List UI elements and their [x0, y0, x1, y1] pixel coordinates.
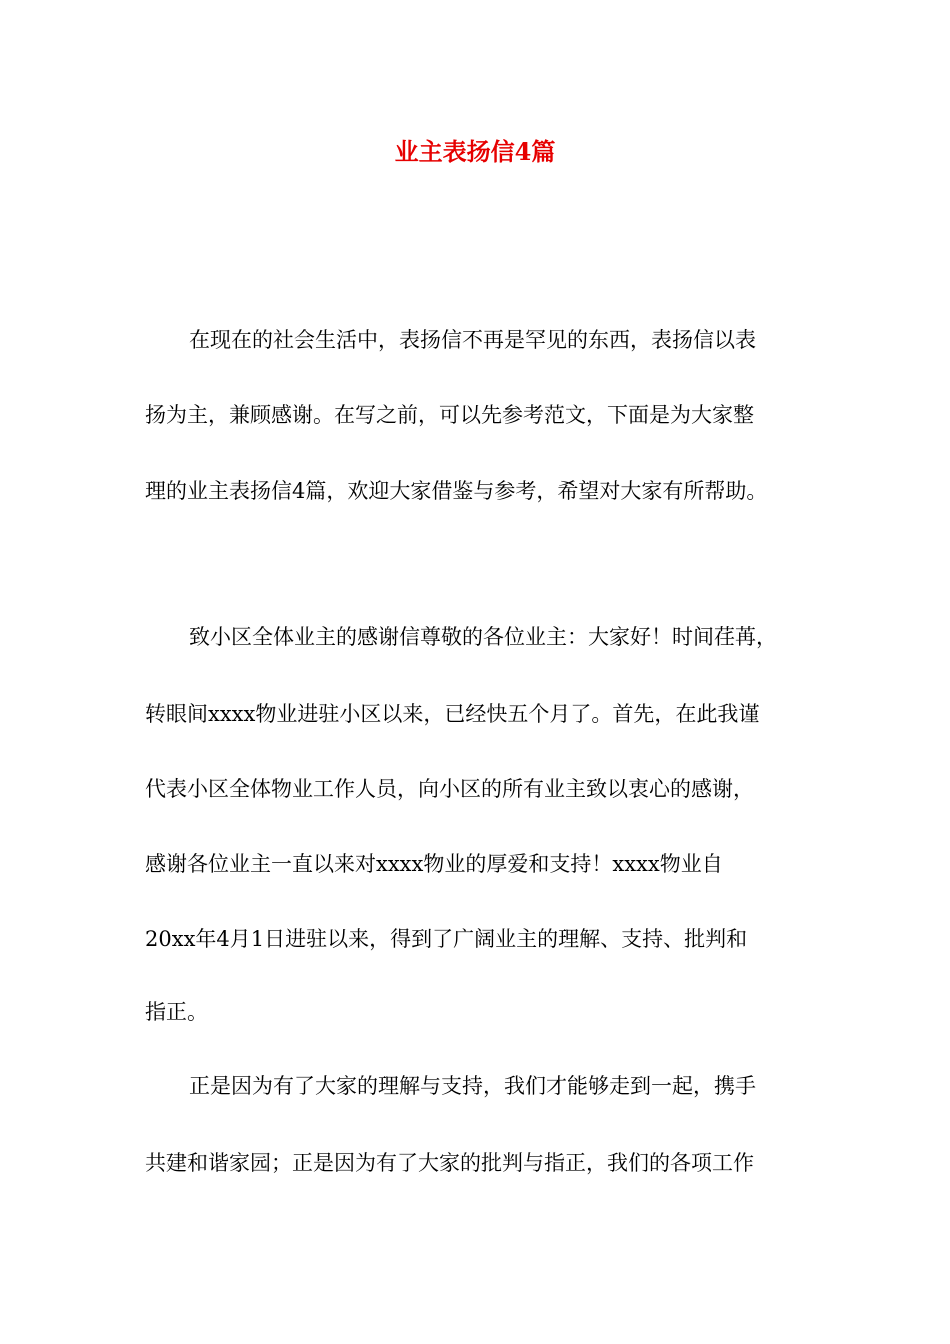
paragraph-line: 指正。 — [145, 1000, 208, 1024]
paragraph-line: 理的业主表扬信4篇，欢迎大家借鉴与参考，希望对大家有所帮助。 — [145, 479, 768, 503]
paragraph-line: 致小区全体业主的感谢信尊敬的各位业主：大家好！时间荏苒， — [189, 625, 777, 649]
paragraph-line: 共建和谐家园；正是因为有了大家的批判与指正，我们的各项工作 — [145, 1151, 754, 1175]
paragraph-line: 感谢各位业主一直以来对xxxx物业的厚爱和支持！xxxx物业自 — [145, 852, 723, 876]
paragraph-line: 20xx年4月1日进驻以来，得到了广阔业主的理解、支持、批判和 — [145, 927, 748, 951]
paragraph-line: 在现在的社会生活中，表扬信不再是罕见的东西，表扬信以表 — [189, 328, 756, 352]
paragraph-line: 转眼间xxxx物业进驻小区以来，已经快五个月了。首先，在此我谨 — [145, 702, 760, 726]
document-title: 业主表扬信4篇 — [394, 137, 556, 166]
paragraph-line: 正是因为有了大家的理解与支持，我们才能够走到一起，携手 — [189, 1074, 756, 1098]
paragraph-line: 扬为主，兼顾感谢。在写之前，可以先参考范文，下面是为大家整 — [145, 403, 754, 427]
paragraph-line: 代表小区全体物业工作人员，向小区的所有业主致以衷心的感谢， — [145, 777, 754, 801]
